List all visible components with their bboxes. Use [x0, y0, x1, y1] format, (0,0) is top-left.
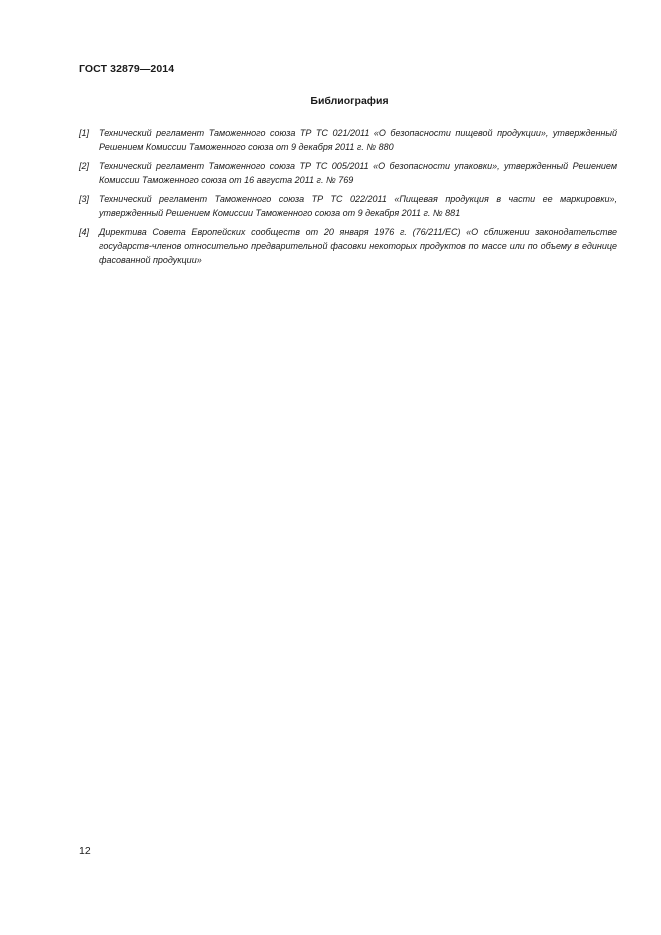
bibliography-title-row — [0, 95, 661, 107]
bibliography-item-number: [1] — [79, 128, 90, 138]
bibliography-item-text: Директива Совета Европейских сообществ от 20 января 1976 г. (76/211/ЕС) «О сближении законодательстве государств-членов относительно предварительной фасовки некоторых продуктов по массе или по объему в единице фасованной продукции» — [99, 227, 617, 265]
bibliography-item — [79, 159, 617, 187]
bibliography-item-number: [2] — [79, 161, 90, 171]
bibliography-item-number: [4] — [79, 227, 90, 237]
bibliography-list — [79, 126, 617, 272]
document-standard-code: ГОСТ 32879—2014 — [79, 63, 175, 75]
bibliography-title: Библиография — [310, 95, 389, 107]
bibliography-item-text: Технический регламент Таможенного союза ТР ТС 022/2011 «Пищевая продукция в части ее маркировки», утвержденный Решением Комиссии Таможенного союза от 9 декабря 2011 г. № 881 — [99, 194, 617, 218]
bibliography-item — [79, 192, 617, 220]
bibliography-item — [79, 225, 617, 267]
bibliography-item — [79, 126, 617, 154]
bibliography-item-number: [3] — [79, 194, 90, 204]
bibliography-item-text: Технический регламент Таможенного союза ТР ТС 005/2011 «О безопасности упаковки», утвержденный Решением Комиссии Таможенного союза от 16 августа 2011 г. № 769 — [99, 161, 617, 185]
page-number: 12 — [79, 845, 91, 857]
bibliography-item-text: Технический регламент Таможенного союза ТР ТС 021/2011 «О безопасности пищевой продукции», утвержденный Решением Комиссии Таможенного союза от 9 декабря 2011 г. № 880 — [99, 128, 617, 152]
